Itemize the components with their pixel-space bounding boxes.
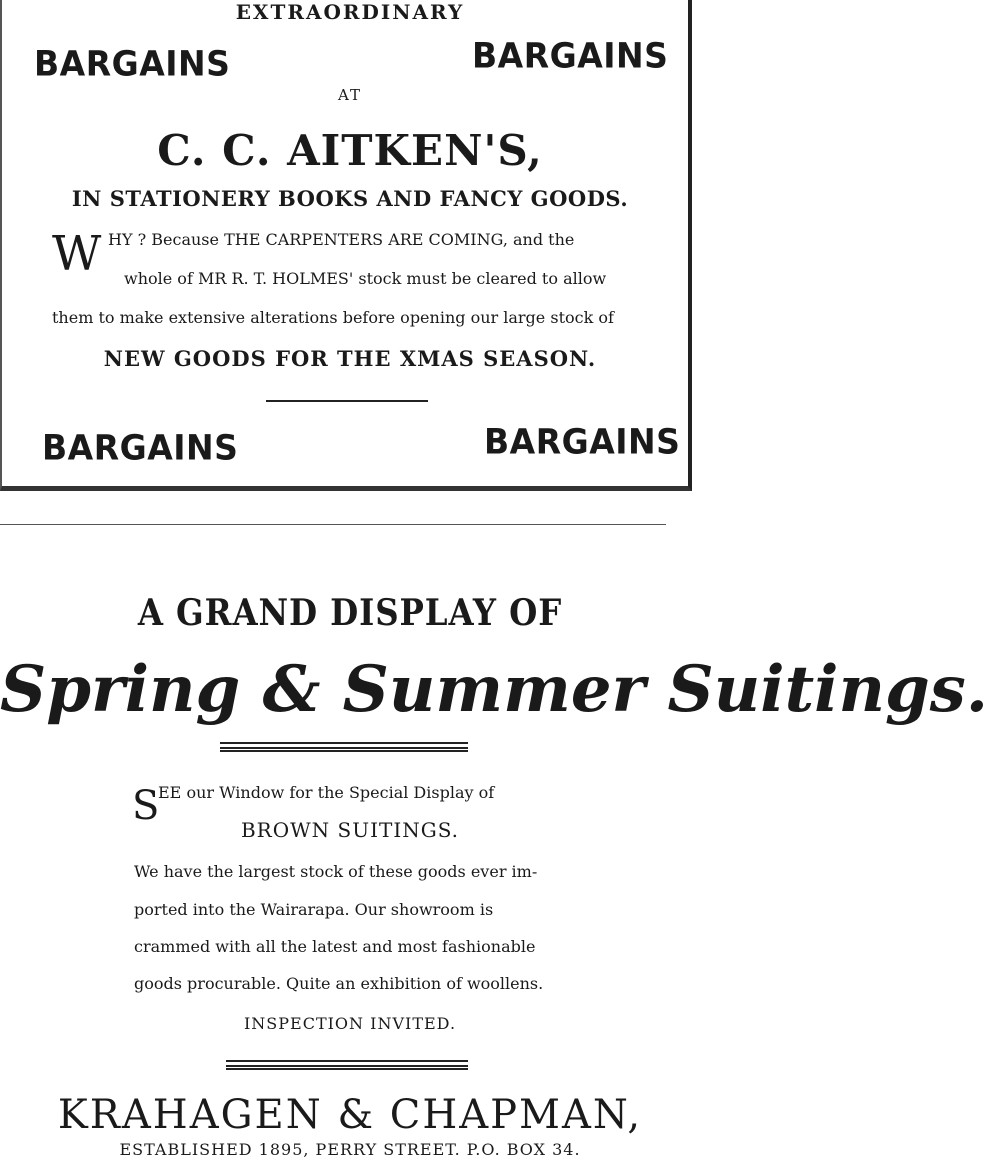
bargains-label-bottom-right: BARGAINS — [484, 421, 681, 462]
ad2-body-line-3: crammed with all the latest and most fashionable — [134, 937, 536, 956]
ad2-double-rule-bottom-lower — [226, 1068, 468, 1070]
ad1-body-line-2: whole of MR R. T. HOLMES' stock must be cleared to allow — [124, 269, 607, 288]
ad1-divider — [266, 400, 428, 402]
ad2-double-rule-top-lower — [220, 750, 468, 752]
ad2-highlight: BROWN SUITINGS. — [240, 818, 460, 842]
ad2-body-line-1: We have the largest stock of these goods ever im- — [134, 862, 538, 881]
ad2-inspection-line: INSPECTION INVITED. — [243, 1014, 457, 1033]
column-separator — [0, 524, 666, 525]
bargains-label-top-right: BARGAINS — [472, 35, 669, 76]
ad2-body-line-2: ported into the Wairarapa. Our showroom is — [134, 900, 494, 919]
ad1-season-line: NEW GOODS FOR THE XMAS SEASON. — [103, 346, 597, 371]
bargains-label-top-left: BARGAINS — [34, 43, 231, 84]
ad1-body-line-1: HY ? Because THE CARPENTERS ARE COMING, and the — [108, 230, 575, 249]
ad1-at: AT — [337, 86, 363, 104]
ad2-firm-name: KRAHAGEN & CHAPMAN, — [57, 1092, 643, 1138]
ad2-title: Spring & Summer Suitings. — [0, 652, 988, 727]
ad2-double-rule-top — [220, 742, 468, 749]
ad2-double-rule-bottom — [226, 1060, 468, 1067]
ad1-headline: EXTRAORDINARY — [235, 0, 465, 24]
ad1-body-line-3: them to make extensive alterations before opening our large stock of — [52, 308, 614, 327]
ad1-shop-name: C. C. AITKEN'S, — [157, 126, 543, 175]
ad1-subheading: IN STATIONERY BOOKS AND FANCY GOODS. — [71, 186, 629, 211]
ad2-footer-address: ESTABLISHED 1895, PERRY STREET. P.O. BOX 34. — [119, 1140, 581, 1159]
bargains-label-bottom-left: BARGAINS — [42, 427, 239, 468]
ad2-headline: A GRAND DISPLAY OF — [137, 592, 563, 634]
ad2-intro-line: EE our Window for the Special Display of — [158, 783, 495, 802]
ad1-dropcap: W — [52, 226, 102, 282]
ad2-body-line-4: goods procurable. Quite an exhibition of woollens. — [134, 974, 544, 993]
ad2-dropcap: S — [132, 783, 160, 829]
